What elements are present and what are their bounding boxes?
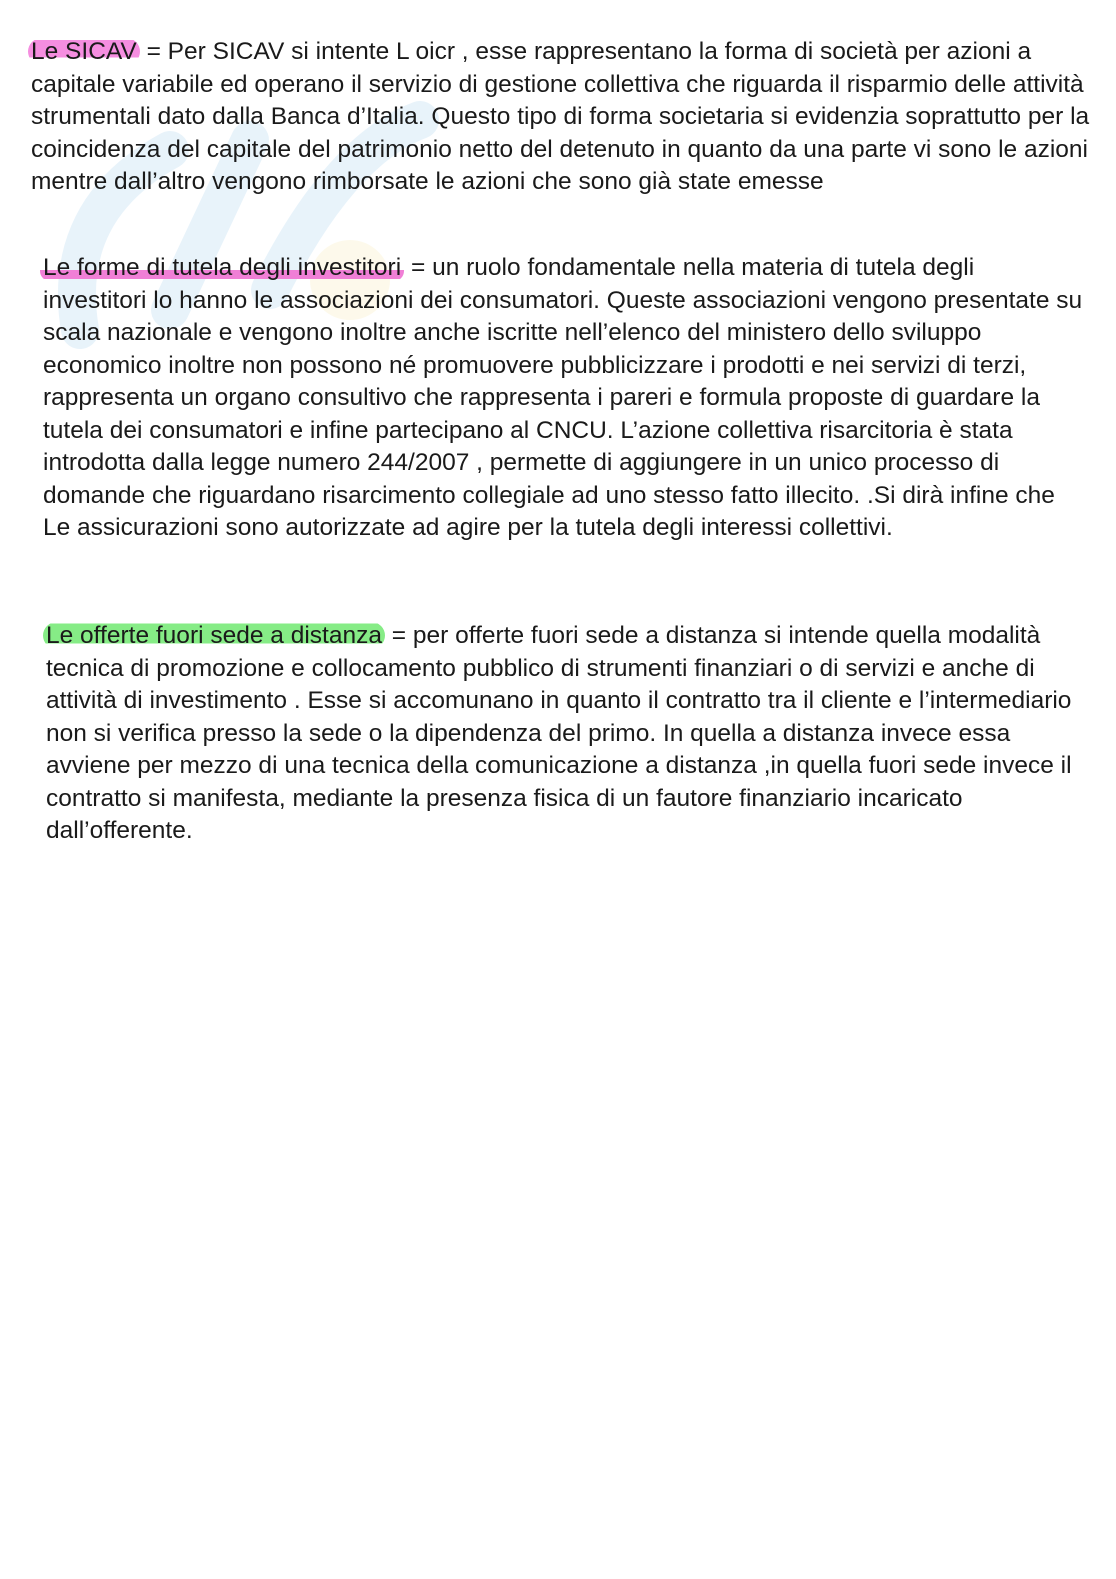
section-heading-tutela: Le forme di tutela degli investitori [40, 254, 404, 281]
section-sicav [31, 36, 1091, 199]
section-body-offerte: = per offerte fuori sede a distanza si intende quella modalità tecnica di promozione e collocamento pubblico di strumenti finanziari o di servizi e anche di attività di investimento . Esse si accomunano in quanto il contratto tra il cliente e l’intermediario non si verifica presso la sede o la dipendenza del primo. In quella a distanza invece essa avviene per mezzo di una tecnica della comunicazione a distanza ,in quella fuori sede invece il contratto si manifesta, mediante la presenza fisica di un fautore finanziario incaricato dall’offerente. [46, 622, 1072, 844]
section-heading-offerte: Le offerte fuori sede a distanza [43, 622, 385, 649]
section-body-sicav: = Per SICAV si intente L oicr , esse rappresentano la forma di società per azioni a capitale variabile ed operano il servizio di gestione collettiva che riguarda il risparmio delle attività strumentali dato dalla Banca d’Italia. Questo tipo di forma societaria si evidenzia soprattutto per la coincidenza del capitale del patrimonio netto del detenuto in quanto da una parte vi sono le azioni mentre dall’altro vengono rimborsate le azioni che sono già state emesse [31, 38, 1090, 195]
section-tutela-investitori [43, 252, 1083, 545]
section-offerte-fuori-sede [46, 620, 1076, 848]
section-body-tutela: = un ruolo fondamentale nella materia di tutela degli investitori lo hanno le associazioni dei consumatori. Queste associazioni vengono presentate su scala nazionale e vengono inoltre anche iscritte nell’elenco del ministero dello sviluppo economico inoltre non possono né promuovere pubblicizzare i prodotti e nei servizi di terzi, rappresenta un organo consultivo che rappresenta i pareri e formula proposte di guardare la tutela dei consumatori e infine partecipano al CNCU. L’azione collettiva risarcitoria è stata introdotta dalla legge numero 244/2007 , permette di aggiungere in un unico processo di domande che riguardano risarcimento collegiale ad uno stesso fatto illecito. .Si dirà infine che Le assicurazioni sono autorizzate ad agire per la tutela degli interessi collettivi. [43, 254, 1083, 541]
section-heading-sicav: Le SICAV [28, 38, 140, 65]
